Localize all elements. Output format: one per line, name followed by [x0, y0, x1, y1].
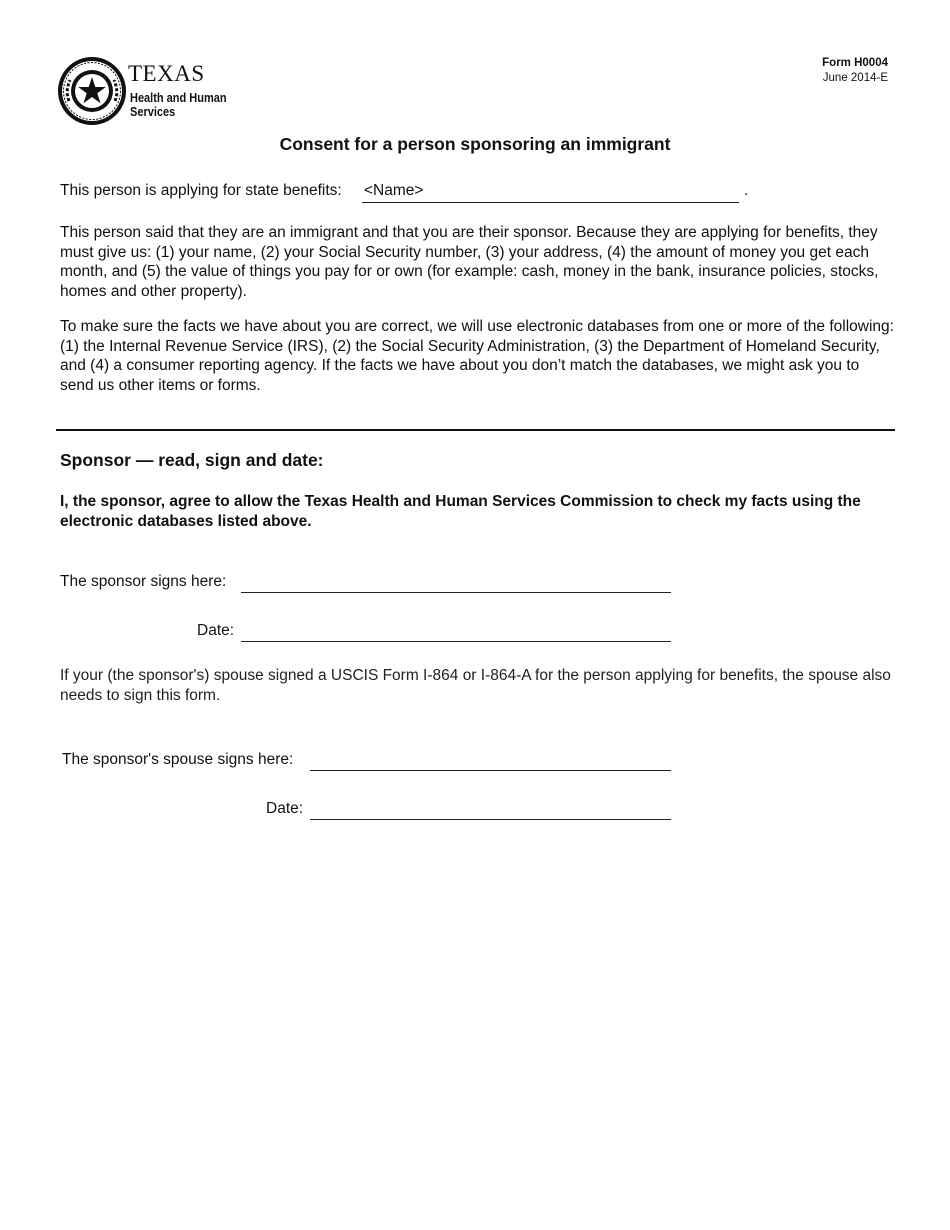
logo-sub-line-1: Health and Human: [130, 91, 227, 105]
page-title: Consent for a person sponsoring an immigrant: [279, 134, 671, 154]
applicant-row: [60, 182, 900, 204]
form-number-block: [822, 56, 888, 86]
applicant-label: This person is applying for state benefits:: [60, 182, 342, 199]
sponsor-signature-field[interactable]: [241, 573, 671, 593]
section-divider: [56, 429, 895, 431]
applicant-name-field[interactable]: [362, 182, 739, 203]
logo-sub-line-2: Services: [130, 105, 176, 119]
logo-subtitle: [130, 91, 227, 119]
spouse-date-field[interactable]: [310, 800, 671, 820]
spouse-date-label: Date:: [266, 800, 304, 817]
spouse-signature-row: [62, 751, 682, 773]
sponsor-date-field[interactable]: [241, 622, 671, 642]
sponsor-heading: Sponsor — read, sign and date:: [60, 450, 324, 470]
texas-seal-icon: [57, 56, 127, 126]
spouse-note: If your (the sponsor's) spouse signed a USCIS Form I-864 or I-864-A for the person applying for benefits, the spouse also needs to sign this form.: [60, 667, 891, 704]
sponsor-date-row: [60, 622, 680, 644]
form-number: Form H0004: [822, 57, 888, 69]
form-date: June 2014-E: [822, 72, 888, 84]
sponsor-signature-row: [60, 573, 680, 595]
sponsor-date-label: Date:: [197, 622, 235, 639]
intro-paragraph: This person said that they are an immigrant and that you are their sponsor. Because they are applying for benefits, they must give us: (1) your name, (2) your Social Security number, (3) your address, (4) the amount of money you get each month, and (5) the value of things you pay for or own (for example: cash, money in the bank, insurance policies, stocks, homes and other property).: [60, 224, 879, 300]
sponsor-agreement: I, the sponsor, agree to allow the Texas Health and Human Services Commission to check my facts using the electronic databases listed above.: [60, 493, 861, 530]
applicant-period: .: [744, 182, 749, 199]
applicant-name-value: <Name>: [364, 182, 424, 199]
databases-paragraph: To make sure the facts we have about you are correct, we will use electronic databases from one or more of the following: (1) the Internal Revenue Service (IRS), (2) the Social Security Administration, (3) the Department of Homeland Security, and (4) a consumer reporting agency. If the facts we have about you don’t match the databases, we might ask you to send us other items or forms.: [60, 318, 894, 394]
spouse-signature-label: The sponsor's spouse signs here:: [62, 751, 294, 768]
sponsor-signature-label: The sponsor signs here:: [60, 573, 227, 590]
logo-title: TEXAS: [128, 61, 205, 86]
spouse-date-row: [62, 800, 682, 822]
spouse-signature-field[interactable]: [310, 751, 671, 771]
hhs-logo: [57, 56, 247, 128]
